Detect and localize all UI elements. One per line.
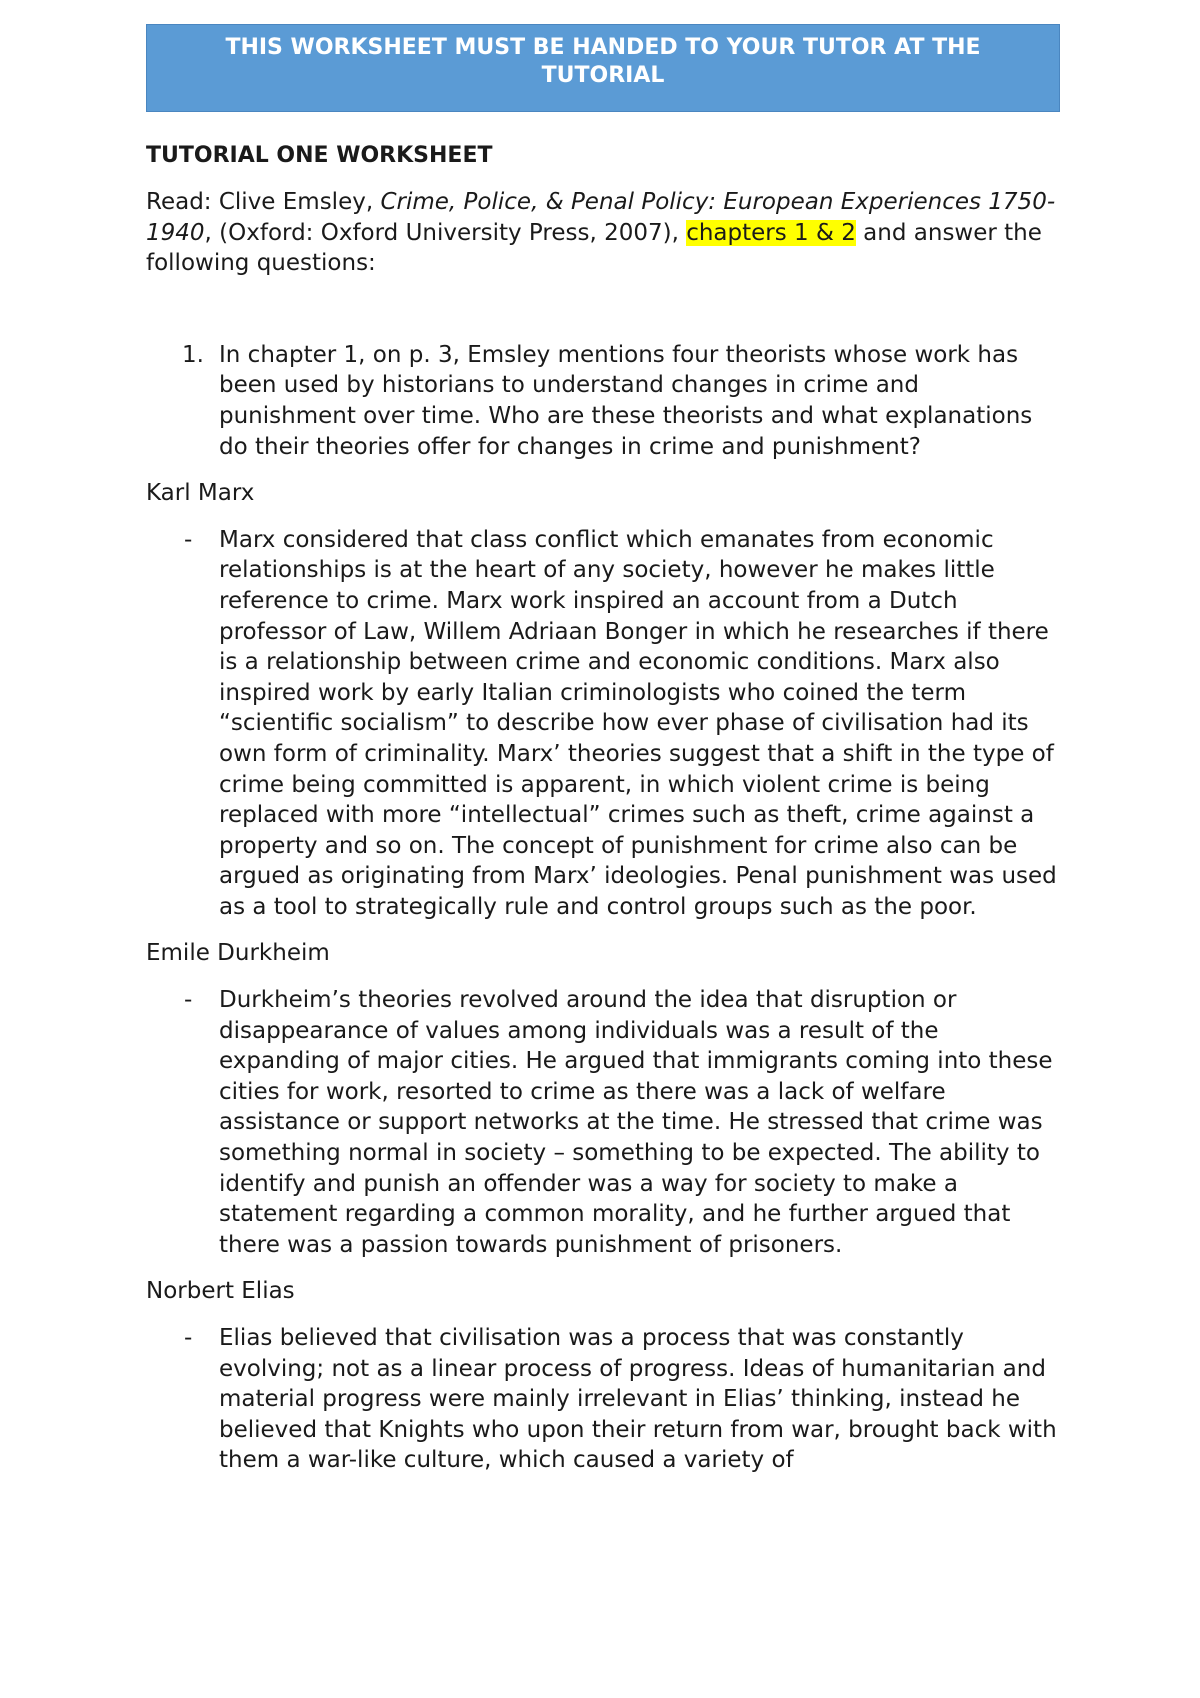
answer-text: Elias believed that civilisation was a process that was constantly evolving; not as a linear process of progress. Ideas of humanitarian and material progress were mainly irrelevant in Elias’ thinking, instead he believed that Knights who upon their return from war, brought back with them a war-like culture, which caused a variety of (219, 1325, 1057, 1474)
answer-text: Marx considered that class conflict which emanates from economic relationships is at the heart of any society, however he makes little reference to crime. Marx work inspired an account from a Dutch professor of Law, Willem Adriaan Bonger in which he researches if there is a relationship between crime and economic conditions. Marx also inspired work by early Italian criminologists who coined the term “scientific socialism” to describe how ever phase of civilisation had its own form of criminality. Marx’ theories suggest that a shift in the type of crime being committed is apparent, in which violent crime is being replaced with more “intellectual” crimes such as theft, crime against a property and so on. The concept of punishment for crime also can be argued as originating from Marx’ ideologies. Penal punishment was used as a tool to strategically rule and control groups such as the poor. (219, 526, 1057, 920)
answer-durkheim (146, 985, 1060, 1260)
theorist-heading-marx: Karl Marx (146, 480, 255, 507)
answer-marx (146, 525, 1060, 923)
worksheet-title: TUTORIAL ONE WORKSHEET (146, 143, 493, 168)
answer-text: Durkheim’s theories revolved around the idea that disruption or disappearance of values among individuals was a result of the expanding of major cities. He argued that immigrants coming into these cities for work, resorted to crime as there was a lack of welfare assistance or support networks at the time. He stressed that crime was something normal in society – something to be expected. The ability to identify and punish an offender was a way for society to make a statement regarding a common morality, and he further argued that there was a passion towards punishment of prisoners. (219, 987, 1053, 1258)
theorist-heading-elias: Norbert Elias (146, 1278, 295, 1305)
document-page (146, 24, 1060, 1476)
reading-instructions (146, 187, 1060, 279)
question-number: 1. (182, 341, 204, 368)
bullet-dash: - (184, 526, 193, 553)
book-title: Crime, Police, & Penal Policy: European Experiences 1750-1940 (146, 189, 1056, 246)
publication-info: , (Oxford: Oxford University Press, 2007), (204, 219, 687, 246)
question-text: In chapter 1, on p. 3, Emsley mentions four theorists whose work has been used by historians to understand changes in crime and punishment over time. Who are these theorists and what explanations do their theories offer for changes in crime and punishment? (219, 341, 1033, 460)
question-list (146, 340, 1060, 462)
highlighted-chapters: chapters 1 & 2 (686, 219, 856, 246)
intro-prefix: Read: Clive Emsley, (146, 189, 381, 215)
bullet-dash: - (184, 1325, 193, 1351)
question-item (146, 340, 1060, 462)
theorist-heading-durkheim: Emile Durkheim (146, 940, 330, 967)
intro-suffix: and answer the following questions: (146, 219, 1042, 277)
bullet-dash: - (184, 987, 193, 1014)
instruction-banner (146, 24, 1060, 112)
answer-elias (146, 1323, 1060, 1476)
banner-text: THIS WORKSHEET MUST BE HANDED TO YOUR TUTOR AT THE TUTORIAL (225, 35, 981, 88)
